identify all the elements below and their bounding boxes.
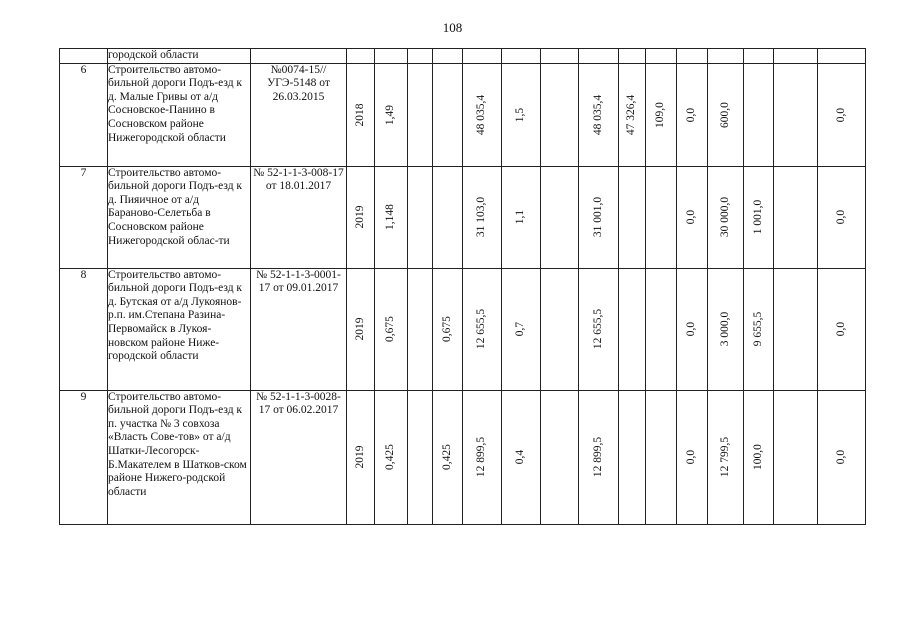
value-col-12: [708, 63, 744, 166]
value-col-8-text: 48 035,4: [591, 94, 604, 135]
value-col-6: [502, 166, 541, 268]
value-col-11-text: 0,0: [685, 321, 698, 337]
value-col-8: [579, 268, 619, 390]
value-col-4: [433, 63, 463, 166]
row-number: 7: [60, 166, 108, 268]
value-col-15-text: 0,0: [834, 107, 847, 122]
value-col-7: [541, 268, 579, 390]
value-col-5-text: 31 103,0: [475, 196, 488, 238]
value-col-13-text: 1 001,0: [751, 199, 764, 235]
value-col-6: [502, 63, 541, 166]
value-col-12: [708, 268, 744, 390]
value-col-11: [677, 63, 708, 166]
value-col-3: [408, 390, 433, 524]
value-col-5: [463, 63, 502, 166]
object-name: Строительство автомо-бильной дороги Подъ-езд к п. участка № 3 совхоза «Власть Сове-тов» от а/д Шатки-Лесогорск-Б.Макателем в Шатков-ском районе Нижего-родской области: [108, 390, 251, 524]
value-col-10: [646, 63, 677, 166]
value-col-15-text: 0,0: [834, 321, 847, 337]
value-col-9: [619, 268, 646, 390]
value-col-1: [347, 63, 375, 166]
value-col-11-text: 0,0: [685, 107, 698, 122]
value-col-10-text: 109,0: [654, 101, 667, 128]
value-col-6-text: 0,4: [514, 449, 527, 465]
header-continuation-row: [60, 49, 866, 64]
value-col-10: [646, 268, 677, 390]
value-col-5: [463, 390, 502, 524]
value-col-12-text: 12 799,5: [718, 436, 731, 478]
table-row: [60, 390, 866, 524]
object-name: Строительство автомо-бильной дороги Подъ-езд к д. Бутская от а/д Лукоянов-р.п. им.Степана Разина-Первомайск в Лукоя-новском районе Ниже-городской области: [108, 268, 251, 390]
value-col-6-text: 1,5: [514, 107, 527, 122]
expertise-document: № 52-1-1-3-0001-17 от 09.01.2017: [251, 268, 347, 390]
value-col-15: [818, 390, 866, 524]
value-col-11: [677, 166, 708, 268]
value-col-2: [375, 63, 408, 166]
value-col-12-text: 30 000,0: [718, 196, 731, 238]
value-col-1-text: 2018: [353, 103, 366, 127]
value-col-14: [774, 268, 818, 390]
value-col-9: [619, 63, 646, 166]
value-col-2-text: 1,148: [384, 204, 397, 231]
value-col-11: [677, 390, 708, 524]
value-col-12-text: 3 000,0: [718, 311, 731, 347]
value-col-14: [774, 166, 818, 268]
value-col-12: [708, 390, 744, 524]
table-row: [60, 166, 866, 268]
construction-table: [59, 48, 866, 525]
value-col-8-text: 12 655,5: [591, 308, 604, 350]
value-col-5: [463, 268, 502, 390]
value-col-7: [541, 166, 579, 268]
value-col-15: [818, 166, 866, 268]
value-col-2: [375, 166, 408, 268]
value-col-13: [744, 390, 774, 524]
value-col-2-text: 1,49: [384, 104, 397, 125]
value-col-13: [744, 166, 774, 268]
value-col-2: [375, 268, 408, 390]
object-name: Строительство автомо-бильной дороги Подъ-езд к д. Пияичное от а/д Бараново-Селетьба в Сосновском районе Нижегородской облас-ти: [108, 166, 251, 268]
value-col-1: [347, 268, 375, 390]
value-col-13-text: 9 655,5: [751, 311, 764, 347]
value-col-9: [619, 166, 646, 268]
value-col-4-text: 0,425: [440, 444, 453, 471]
value-col-13-text: 100,0: [751, 444, 764, 471]
value-col-14: [774, 390, 818, 524]
value-col-7: [541, 63, 579, 166]
value-col-1: [347, 390, 375, 524]
row-number: 9: [60, 390, 108, 524]
value-col-5: [463, 166, 502, 268]
value-col-9-text: 47 326,4: [625, 94, 638, 135]
value-col-10: [646, 390, 677, 524]
value-col-8-text: 12 899,5: [591, 436, 604, 478]
value-col-6-text: 0,7: [514, 321, 527, 337]
value-col-15: [818, 268, 866, 390]
value-col-11-text: 0,0: [685, 449, 698, 465]
value-col-1: [347, 166, 375, 268]
value-col-4: [433, 268, 463, 390]
value-col-4: [433, 390, 463, 524]
value-col-2-text: 0,425: [384, 444, 397, 471]
value-col-3: [408, 63, 433, 166]
value-col-8: [579, 390, 619, 524]
value-col-5-text: 48 035,4: [475, 94, 488, 135]
expertise-document: № 52-1-1-3-008-17 от 18.01.2017: [251, 166, 347, 268]
value-col-1-text: 2019: [353, 317, 366, 341]
value-col-6-text: 1,1: [514, 209, 527, 225]
table-row: [60, 268, 866, 390]
value-col-8: [579, 63, 619, 166]
value-col-8: [579, 166, 619, 268]
value-col-12-text: 600,0: [718, 101, 731, 128]
value-col-9: [619, 390, 646, 524]
value-col-5-text: 12 655,5: [475, 308, 488, 350]
value-col-1-text: 2019: [353, 205, 366, 229]
value-col-14: [774, 63, 818, 166]
value-col-6: [502, 268, 541, 390]
value-col-15: [818, 63, 866, 166]
value-col-4: [433, 166, 463, 268]
value-col-6: [502, 390, 541, 524]
expertise-document: №0074-15//УГЭ-5148 от 26.03.2015: [251, 63, 347, 166]
value-col-11: [677, 268, 708, 390]
value-col-8-text: 31 001,0: [591, 196, 604, 238]
value-col-10: [646, 166, 677, 268]
value-col-11-text: 0,0: [685, 209, 698, 225]
row-number: 8: [60, 268, 108, 390]
row-number: 6: [60, 63, 108, 166]
value-col-4-text: 0,675: [440, 316, 453, 343]
header-name-cell: городской области: [108, 49, 251, 64]
value-col-5-text: 12 899,5: [475, 436, 488, 478]
page-number: 108: [442, 20, 463, 35]
value-col-15-text: 0,0: [834, 209, 847, 225]
value-col-3: [408, 268, 433, 390]
value-col-15-text: 0,0: [834, 449, 847, 465]
value-col-3: [408, 166, 433, 268]
value-col-7: [541, 390, 579, 524]
value-col-12: [708, 166, 744, 268]
table-row: [60, 63, 866, 166]
expertise-document: № 52-1-1-3-0028-17 от 06.02.2017: [251, 390, 347, 524]
value-col-1-text: 2019: [353, 445, 366, 469]
value-col-2: [375, 390, 408, 524]
value-col-13: [744, 268, 774, 390]
object-name: Строительство автомо-бильной дороги Подъ-езд к д. Малые Гривы от а/д Сосновское-Панино в Сосновском районе Нижегородской области: [108, 63, 251, 166]
value-col-13: [744, 63, 774, 166]
value-col-2-text: 0,675: [384, 316, 397, 343]
